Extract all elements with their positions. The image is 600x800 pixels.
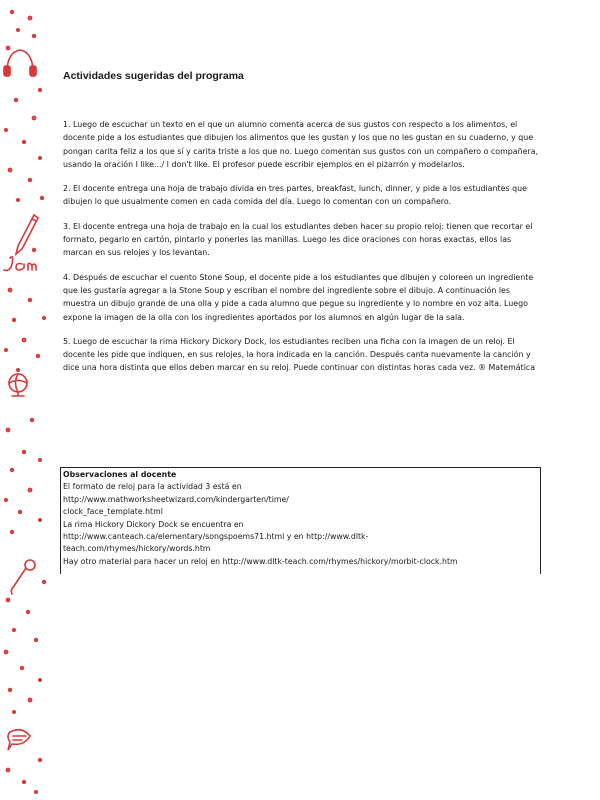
activity-item: 2. El docente entrega una hoja de trabajo divida en tres partes, breakfast, lunch, dinner, y pide a los estudiantes que dibujen lo que usualmente comen en cada comida del día. Luego lo comentan con un compañero. bbox=[63, 184, 527, 207]
activities-list bbox=[63, 118, 541, 386]
notes-link[interactable]: Hay otro material para hacer un reloj en http://www.dltk-teach.com/rhymes/hickory/morbit-clock.htm bbox=[63, 556, 458, 566]
notes-line: La rima Hickory Dickory Dock se encuentra en bbox=[63, 519, 244, 529]
notes-line: El formato de reloj para la actividad 3 está en bbox=[63, 482, 242, 492]
notes-link[interactable]: http://www.canteach.ca/elementary/songspoems71.html y en http://www.dltk- bbox=[63, 532, 369, 542]
microphone-icon bbox=[11, 560, 35, 594]
activity-item: 1. Luego de escuchar un texto en el que un alumno comenta acerca de sus gustos con respecto a los alimentos, el docente pide a los estudiantes que dibujen los alimentos que les gustan y los que no les gustan en su cuaderno, y que pongan carita feliz a los que sí y carita triste a los que no. Luego comentan sus gustos con un compañero o compañera, usando la oración I like.../ I don't like. El profesor puede escribir ejemplos en el pizarrón y modelarlos. bbox=[63, 120, 539, 169]
dotted-border bbox=[5, 11, 46, 793]
page-title: Actividades sugeridas del programa bbox=[63, 70, 244, 82]
jam-doodle bbox=[4, 257, 36, 271]
teacher-notes-box bbox=[60, 467, 541, 574]
globe-icon bbox=[9, 374, 27, 396]
activity-item: 5. Luego de escuchar la rima Hickory Dickory Dock, los estudiantes reciben una ficha con la imagen de un reloj. El docente les pide que indiquen, en sus relojes, la hora indicada en la canción. Después canta nuevamente la canción y dice una hora distinta que ellos deben marcar en su reloj. Puede continuar con distintas horas cada vez. ® Matemática bbox=[63, 336, 536, 373]
notes-link[interactable]: clock_face_template.html bbox=[63, 507, 163, 517]
margin-decoration bbox=[0, 0, 48, 800]
notes-link[interactable]: teach.com/rhymes/hickory/words.htm bbox=[63, 544, 211, 554]
notes-link[interactable]: http://www.mathworksheetwizard.com/kindergarten/time/ bbox=[63, 494, 289, 504]
activity-item: 3. El docente entrega una hoja de trabajo en la cual los estudiantes deben hacer su propio reloj: tienen que recortar el formato, pegarlo en cartón, pintarlo y ponerles las manillas. Luego les dice oraciones con horas exactas, ellos las marcan en sus relojes y los levantan. bbox=[63, 221, 533, 258]
headphones-icon bbox=[4, 50, 36, 76]
speech-bubble-icon bbox=[8, 730, 30, 750]
notes-title: Observaciones al docente bbox=[63, 470, 177, 479]
activity-item: 4. Después de escuchar el cuento Stone Soup, el docente pide a los estudiantes que dibujen y coloreen un ingrediente que les gustaría agregar a la Stone Soup y escriban el nombre del ingrediente sobre el dibujo. A continuación les muestra un dibujo grande de una olla y pide a cada alumno que pegue su ingrediente y lo nombre en voz alta. Luego expone la imagen de la olla con los ingredientes aportados por los alumnos en algún lugar de la sala. bbox=[63, 272, 534, 322]
